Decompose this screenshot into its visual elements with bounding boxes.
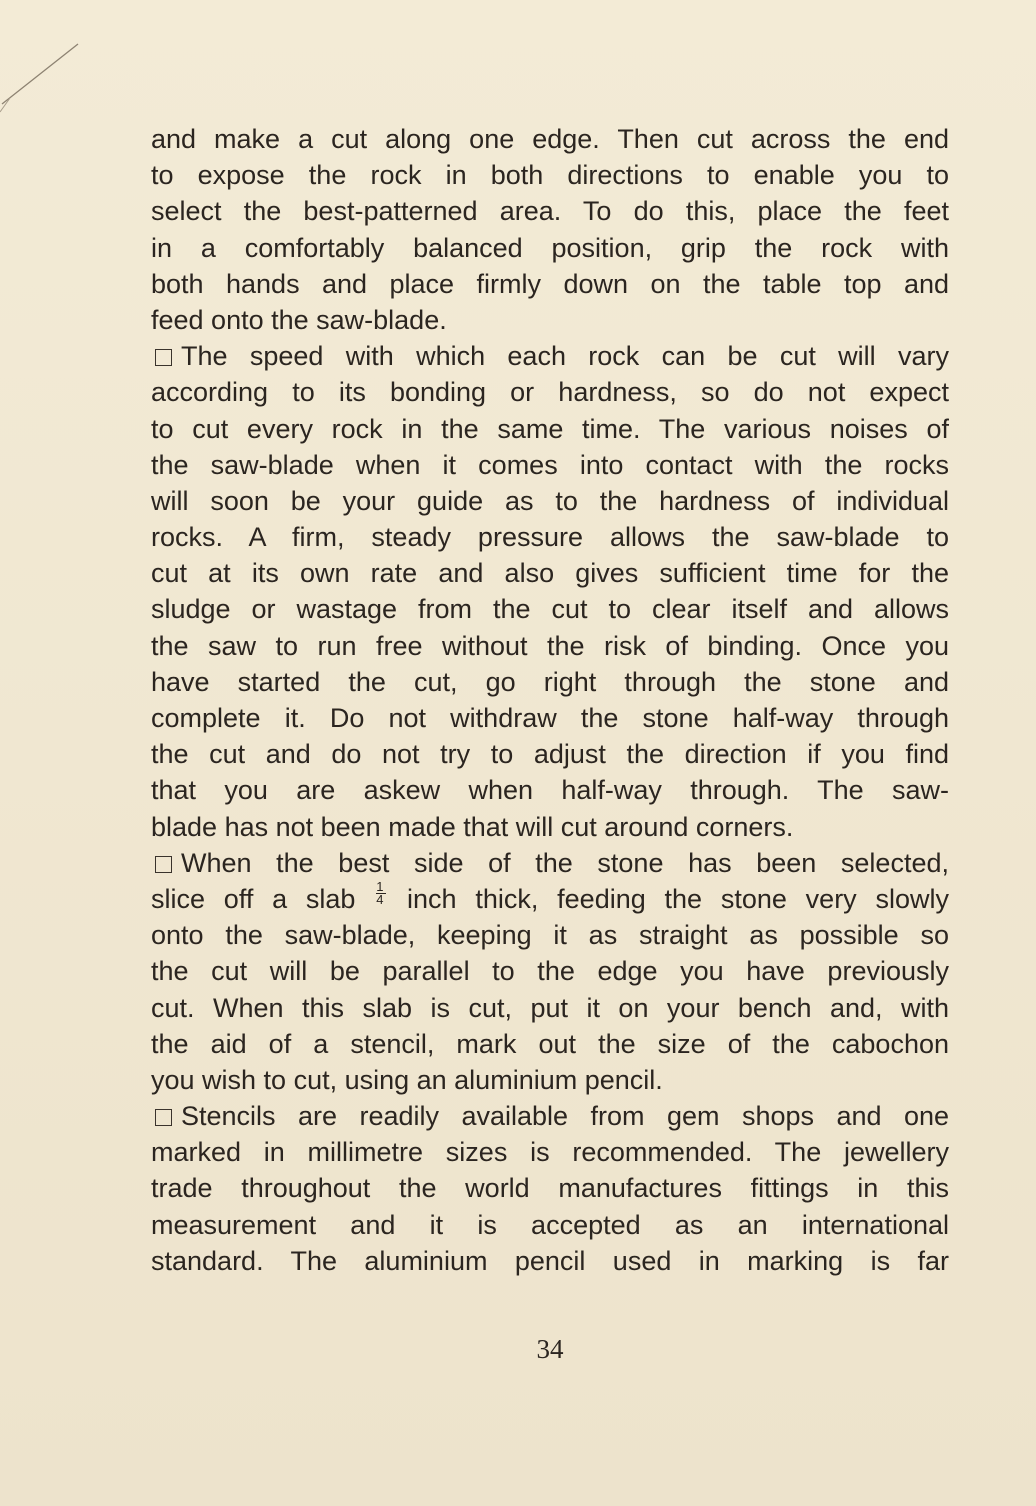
text-segment: both hands and place firmly down on the table top and: [151, 268, 949, 299]
text-line: [151, 1243, 949, 1279]
text-line: [151, 193, 949, 229]
text-line: [151, 302, 949, 338]
text-segment: select the best-patterned area. To do this, place the feet: [151, 196, 949, 227]
text-segment: sludge or wastage from the cut to clear itself and allows: [151, 594, 949, 625]
text-segment: the cut and do not try to adjust the direction if you find: [151, 739, 949, 770]
text-line: [151, 519, 949, 555]
text-segment: marked in millimetre sizes is recommended. The jewellery: [151, 1137, 949, 1168]
text-line: [151, 411, 949, 447]
text-line: [151, 157, 949, 193]
text-line: [151, 664, 949, 700]
text-line: [151, 555, 949, 591]
text-segment: When the best side of the stone has been selected,: [181, 847, 949, 878]
text-segment: complete it. Do not withdraw the stone half-way through: [151, 703, 949, 733]
text-segment: trade throughout the world manufactures fittings in this: [151, 1173, 949, 1204]
text-line: [151, 1170, 949, 1206]
text-segment: cut. When this slab is cut, put it on your bench and, with: [151, 992, 949, 1023]
paragraph-box-bullet: [155, 1109, 172, 1126]
paragraph-box-bullet: [155, 349, 172, 366]
text-segment: the saw-blade when it comes into contact with the rocks: [151, 449, 949, 480]
page-number: 34: [536, 1334, 564, 1364]
text-line: [151, 338, 949, 374]
text-line: [151, 483, 949, 519]
text-segment: the aid of a stencil, mark out the size of the cabochon: [151, 1028, 949, 1059]
text-line: [151, 1026, 949, 1062]
text-line: [151, 1134, 949, 1170]
text-segment: that you are askew when half-way through. The saw-: [151, 775, 949, 806]
text-segment: feed onto the saw-blade.: [151, 304, 447, 335]
paragraph-box-bullet: [155, 856, 172, 873]
fraction-numerator: 1: [376, 881, 386, 894]
text-segment: have started the cut, go right through the stone and: [151, 666, 949, 697]
text-line: [151, 881, 949, 917]
text-segment: measurement and it is accepted as an international: [151, 1209, 949, 1240]
text-segment: standard. The aluminium pencil used in marking is far: [151, 1245, 949, 1276]
text-line: [151, 736, 949, 772]
text-segment: The speed with which each rock can be cut will vary: [181, 341, 949, 372]
fraction-denominator: 4: [376, 891, 384, 907]
text-line: [151, 772, 949, 808]
text-segment: slice off a slab: [151, 883, 356, 914]
text-segment: blade has not been made that will cut around corners.: [151, 811, 794, 842]
text-segment: cut at its own rate and also gives sufficient time for the: [151, 558, 949, 589]
text-segment: and make a cut along one edge. Then cut across the end: [151, 124, 949, 154]
text-line: [151, 809, 949, 845]
text-line: [151, 1207, 949, 1243]
text-line: [151, 845, 949, 881]
text-line: [151, 953, 949, 989]
fraction: [376, 881, 386, 906]
text-line: [151, 700, 949, 736]
text-segment: inch thick, feeding the stone very slowly: [407, 883, 949, 914]
text-line: [151, 990, 949, 1026]
text-segment: Stencils are readily available from gem shops and one: [181, 1101, 949, 1132]
text-segment: in a comfortably balanced position, grip the rock with: [151, 232, 949, 263]
text-segment: will soon be your guide as to the hardness of individual: [151, 485, 949, 516]
text-segment: you wish to cut, using an aluminium pencil.: [151, 1064, 663, 1095]
page-crease-mark: [0, 0, 120, 120]
text-segment: the saw to run free without the risk of binding. Once you: [151, 630, 949, 661]
text-line: [151, 230, 949, 266]
body-text: [151, 121, 949, 1279]
text-line: [151, 1098, 949, 1134]
text-line: [151, 266, 949, 302]
text-line: [151, 121, 949, 157]
text-segment: to expose the rock in both directions to enable you to: [151, 160, 949, 191]
text-line: [151, 917, 949, 953]
text-segment: the cut will be parallel to the edge you have previously: [151, 956, 949, 987]
text-line: [151, 591, 949, 627]
text-segment: according to its bonding or hardness, so do not expect: [151, 377, 949, 408]
text-line: [151, 1062, 949, 1098]
text-line: [151, 447, 949, 483]
text-line: [151, 628, 949, 664]
text-segment: rocks. A firm, steady pressure allows the saw-blade to: [151, 522, 949, 553]
text-segment: to cut every rock in the same time. The various noises of: [151, 413, 949, 444]
text-line: [151, 374, 949, 410]
text-segment: onto the saw-blade, keeping it as straight as possible so: [151, 920, 949, 951]
